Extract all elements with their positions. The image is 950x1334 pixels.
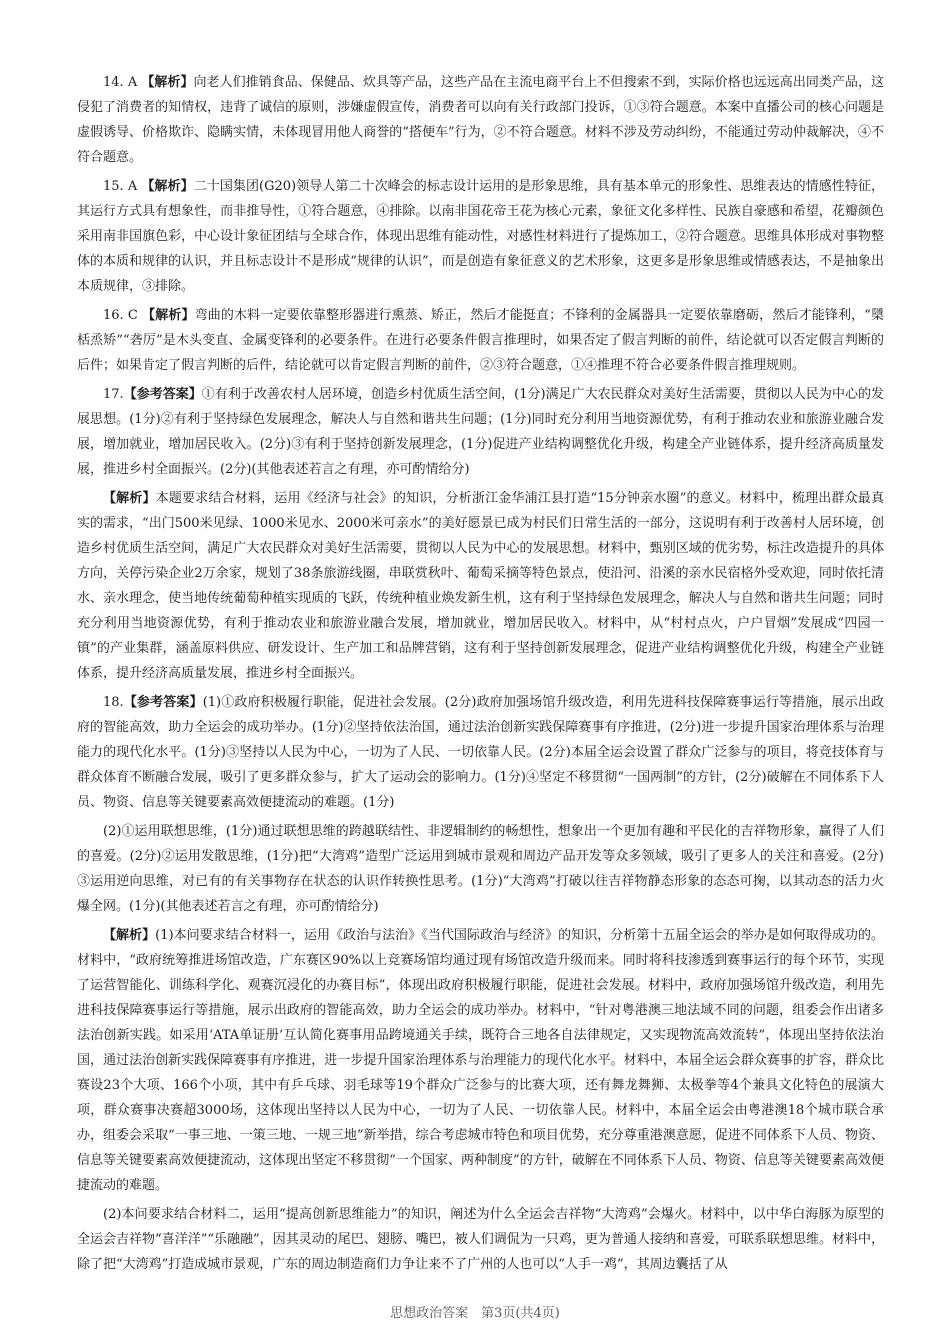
section-tag: 【解析】 [103, 928, 156, 943]
question-number: 15. A [103, 179, 142, 194]
answer-paragraph [77, 690, 884, 815]
paragraph-text: (1)本问要求结合材料一，运用《政治与法治》《当代国际政治与经济》的知识，分析第十五届全运会的举办是如何取得成功的。材料中，“政府统筹推进场馆改造，广东赛区90%以上竞赛场馆均通过现有场馆改造升级而来。同时将科技渗透到赛事运行的每个环节，实现了运营智能化、训练科学化、观赛沉浸化的办赛目标”，体现出政府积极履行职能，促进社会发展。材料中，政府加强场馆升级改造，利用先进科技保障赛事运行等措施，展示出政府的智能高效，助力全运会的成功举办。材料中，“针对粤港澳三地法域不同的问题，组委会作出诸多法治创新实践。如采用‘ATA单证册’互认简化赛事用品跨境通关手续，既符合三地各自法律规定，又实现物流高效流转”，体现出坚持依法治国，通过法治创新实践保障赛事有序推进，进一步提升国家治理体系与治理能力的现代化水平。材料中，本届全运会群众赛事的扩容，群众比赛设23个大项、166个小项，其中有乒乓球、羽毛球等19个群众广泛参与的比赛大项，还有舞龙舞狮、太极拳等4个兼具文化特色的展演大项，群众赛事决赛超3000场，这体现出坚持以人民为中心，一切为了人民、一切依靠人民。材料中，本届全运会由粤港澳18个城市联合承办，组委会采取“一事三地、一策三地、一规三地”新举措，综合考虑城市特色和项目优势，充分尊重港澳意愿，促进不同体系下人员、物资、信息等关键要素高效便捷流动，这体现出坚定不移贯彻“一个国家、两种制度”的方针，破解在不同体系下人员、物资、信息等关键要素高效便捷流动的难题。 [77, 928, 884, 1193]
section-tag: 【参考答案】 [123, 387, 202, 402]
paragraph-text: 向老人们推销食品、保健品、炊具等产品，这些产品在主流电商平台上不但搜索不到，实际价格也远远高出同类产品，这侵犯了消费者的知情权，违背了诚信的原则，涉嫌虚假宣传，消费者可以向有关行政部门投诉，①③符合题意。本案中直播公司的核心问题是虚假诱导、价格欺诈、隐瞒实情，未体现冒用他人商誉的“搭便车”行为，②不符合题意。材料不涉及劳动纠纷，不能通过劳动仲裁解决，④不符合题意。 [77, 75, 884, 165]
question-number: 18. [103, 695, 124, 710]
answer-paragraph [77, 303, 884, 378]
answer-paragraph [77, 1202, 884, 1277]
paragraph-text: (2)①运用联想思维，(1分)通过联想思维的跨越联结性、非逻辑制约的畅想性，想象出一个更加有趣和平民化的吉祥物形象，赢得了人们的喜爱。(2分)②运用发散思维，(1分)把“大湾鸡”造型广泛运用到城市景观和周边产品开发等众多领域，吸引了更多人的关注和喜爱。(2分)③运用逆向思维，对已有的有关事物存在状态的认识作转换性思考。(1分)“大湾鸡”打破以往吉祥物静态形象的态态可掬，以其动态的活力火爆全网。(1分)(其他表述若言之有理，亦可酌情给分) [77, 824, 884, 914]
answer-paragraph [77, 486, 884, 686]
paragraph-text: 弯曲的木料一定要依靠整形器进行熏蒸、矫正，然后才能挺直；不锋利的金属器具一定要依靠磨砺，然后才能锋利，“檃栝烝矫”“砻厉”是木头变直、金属变锋利的必要条件。在进行必要条件假言推理时，如果否定了假言判断的前件，结论就可以否定假言判断的后件；如果肯定了假言判断的后件，结论就可以肯定假言判断的前件，②③符合题意，①④推理不符合必要条件假言推理规则。 [77, 308, 884, 373]
paragraph-text: (1)①政府积极履行职能，促进社会发展。(2分)政府加强场馆升级改造，利用先进科技保障赛事运行等措施，展示出政府的智能高效，助力全运会的成功举办。(1分)②坚持依法治国，通过法治创新实践保障赛事有序推进，(2分)进一步提升国家治理体系与治理能力的现代化水平。(1分)③坚持以人民为中心，一切为了人民、一切依靠人民。(2分)本届全运会设置了群众广泛参与的项目，将竞技体育与群众体育不断融合发展，吸引了更多群众参与，扩大了运动会的影响力。(1分)④坚定不移贯彻“一国两制”的方针，(2分)破解在不同体系下人员、物资、信息等关键要素高效便捷流动的难题。(1分) [77, 695, 884, 810]
answer-paragraph [77, 819, 884, 919]
paragraph-text: 本题要求结合材料，运用《经济与社会》的知识，分析浙江金华浦江县打造“15分钟亲水圈”的意义。材料中，梳理出群众最真实的需求，“出门500米见绿、1000米见水、2000米可亲水”的美好愿景已成为村民们日常生活的一部分，这说明有利于改善村人居环境，创造乡村优质生活空间，满足广大农民群众对美好生活需要，贯彻以人民为中心的发展思想。材料中，甄别区域的优劣势，标注改造提升的具体方向，关停污染企业2万余家，规划了38条旅游线圈，串联赏秋叶、葡萄采摘等特色景点，使沿河、沿溪的亲水民宿格外受欢迎，同时依托清水、亲水理念，使当地传统葡萄种植实现质的飞跃，传统种植业焕发新生机，这有利于坚持绿色发展理念，解决人与自然和谐共生问题；同时充分利用当地资源优势，有利于推动农业和旅游业融合发展，增加就业，增加居民收入。材料中，从“村村点火，户户冒烟”发展成“四园一镇”的产业集群，涵盖原料供应、研发设计、生产加工和品牌营销，这有利于坚持创新发展理念，促进产业结构调整优化升级，构建全产业链体系，提升经济高质量发展，推进乡村全面振兴。 [77, 491, 884, 681]
answer-paragraph [77, 923, 884, 1198]
paragraph-text: (2)本问要求结合材料二，运用“提高创新思维能力”的知识，阐述为什么全运会吉祥物“大湾鸡”会爆火。材料中，以中华白海豚为原型的全运会吉祥物“喜洋洋”“乐融融”，因其灵动的尾巴、翅膀、嘴巴，被人们调侃为一只鸡，更为普通人接纳和喜爱，可联系联想思维。材料中，除了把“大湾鸡”打造成城市景观，广东的周边制造商们力争让来不了广州的人也可以“人手一鸡”，其周边囊括了从 [77, 1207, 884, 1272]
question-number: 17. [103, 387, 124, 402]
section-tag: 【解析】 [103, 491, 156, 506]
paragraph-text: ①有利于改善农村人居环境，创造乡村优质生活空间，(1分)满足广大农民群众对美好生活需要，贯彻以人民为中心的发展思想。(1分)②有利于坚持绿色发展理念，解决人与自然和谐共生问题；(1分)同时充分利用当地资源优势，有利于推动农业和旅游业融合发展，增加就业，增加居民收入。(2分)③有利于坚持创新发展理念，(1分)促进产业结构调整优化升级，构建全产业链体系，提升经济高质量发展，推进乡村全面振兴。(2分)(其他表述若言之有理，亦可酌情给分) [77, 387, 884, 477]
answer-paragraph [77, 70, 884, 170]
page-footer: 思想政治答案 第3页(共4页) [390, 1306, 560, 1321]
answer-paragraph [77, 174, 884, 299]
paragraph-text: 二十国集团(G20)领导人第二十次峰会的标志设计运用的是形象思维，具有基本单元的形象性、思维表达的情感性特征，其运行方式具有想象性，而非推导性，①符合题意，④排除。以南非国花帝王花为核心元素，象征文化多样性、民族自豪感和希望，花瓣颜色采用南非国旗色彩，中心设计象征团结与全球合作，体现出思维有能动性，对感性材料进行了提炼加工，②符合题意。思维具体形成对事物整体的本质和规律的认识，并且标志设计不是形成“规律的认识”，而是创造有象征意义的艺术形象，这更多是形象思维或情感表达，不是抽象出本质规律，③排除。 [77, 179, 885, 294]
question-number: 16. C [103, 308, 143, 323]
section-tag: 【解析】 [141, 75, 194, 90]
section-tag: 【参考答案】 [123, 695, 203, 710]
section-tag: 【解析】 [141, 179, 194, 194]
question-number: 14. A [103, 75, 142, 90]
section-tag: 【解析】 [142, 308, 195, 323]
answer-paragraph [77, 382, 884, 482]
answer-body [77, 70, 884, 1277]
